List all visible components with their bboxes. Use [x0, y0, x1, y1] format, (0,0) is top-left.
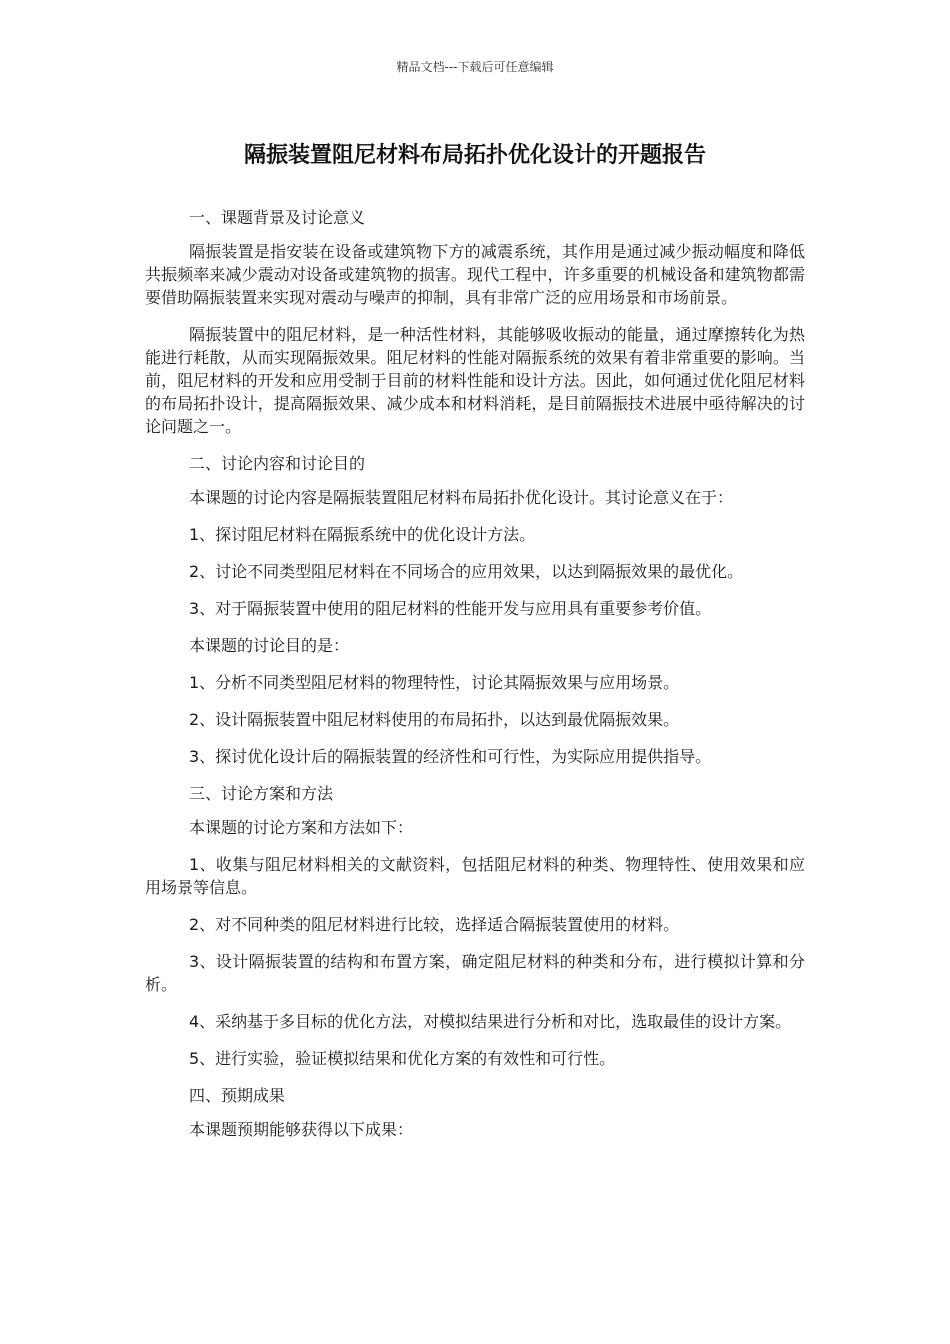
- document-title: 隔振装置阻尼材料布局拓扑优化设计的开题报告: [243, 143, 706, 168]
- section-3-intro: 本课题的讨论方案和方法如下：: [189, 818, 414, 837]
- section-4-intro: 本课题预期能够获得以下成果：: [189, 1120, 414, 1139]
- section-3-heading: 三、讨论方案和方法: [189, 784, 334, 803]
- section-4-heading: 四、预期成果: [189, 1086, 286, 1105]
- section-2-heading: 二、讨论内容和讨论目的: [189, 454, 366, 473]
- section-3-step-3: 3、设计隔振装置的结构和布置方案，确定阻尼材料的种类和分布，进行模拟计算和分析。: [145, 952, 805, 994]
- section-3-step-5: 5、进行实验，验证模拟结果和优化方案的有效性和可行性。: [189, 1049, 616, 1068]
- section-3-step-1: 1、收集与阻尼材料相关的文献资料，包括阻尼材料的种类、物理特性、使用效果和应用场景等信息。: [145, 855, 805, 897]
- section-2-item-2: 2、讨论不同类型阻尼材料在不同场合的应用效果，以达到隔振效果的最优化。: [189, 562, 744, 581]
- section-2-item-3: 3、对于隔振装置中使用的阻尼材料的性能开发与应用具有重要参考价值。: [189, 599, 712, 618]
- section-2-intro: 本课题的讨论内容是隔振装置阻尼材料布局拓扑优化设计。其讨论意义在于：: [189, 488, 734, 507]
- section-3-step-2: 2、对不同种类的阻尼材料进行比较，选择适合隔振装置使用的材料。: [189, 915, 680, 934]
- section-1-paragraph-2: 隔振装置中的阻尼材料，是一种活性材料，其能够吸收振动的能量，通过摩擦转化为热能进行耗散，从而实现隔振效果。阻尼材料的性能对隔振系统的效果有着非常重要的影响。当前，阻尼材料的开发和应用受制于目前的材料性能和设计方法。因此，如何通过优化阻尼材料的布局拓扑设计，提高隔振效果、减少成本和材料消耗，是目前隔振技术进展中亟待解决的讨论问题之一。: [145, 325, 805, 436]
- section-2-goal-2: 2、设计隔振装置中阻尼材料使用的布局拓扑，以达到最优隔振效果。: [189, 710, 680, 729]
- document-body: [145, 206, 805, 1155]
- section-1-paragraph-1: 隔振装置是指安装在设备或建筑物下方的减震系统，其作用是通过减少振动幅度和降低共振频率来减少震动对设备或建筑物的损害。现代工程中，许多重要的机械设备和建筑物都需要借助隔振装置来实现对震动与噪声的抑制，具有非常广泛的应用场景和市场前景。: [145, 242, 805, 307]
- section-2-goal-intro: 本课题的讨论目的是：: [189, 636, 350, 655]
- section-2-goal-1: 1、分析不同类型阻尼材料的物理特性，讨论其隔振效果与应用场景。: [189, 673, 680, 692]
- section-3-step-4: 4、采纳基于多目标的优化方法，对模拟结果进行分析和对比，选取最佳的设计方案。: [189, 1012, 792, 1031]
- section-2-goal-3: 3、探讨优化设计后的隔振装置的经济性和可行性，为实际应用提供指导。: [189, 747, 712, 766]
- page-header-note: 精品文档---下载后可任意编辑: [396, 60, 554, 74]
- section-2-item-1: 1、探讨阻尼材料在隔振系统中的优化设计方法。: [189, 525, 536, 544]
- section-1-heading: 一、课题背景及讨论意义: [189, 208, 366, 227]
